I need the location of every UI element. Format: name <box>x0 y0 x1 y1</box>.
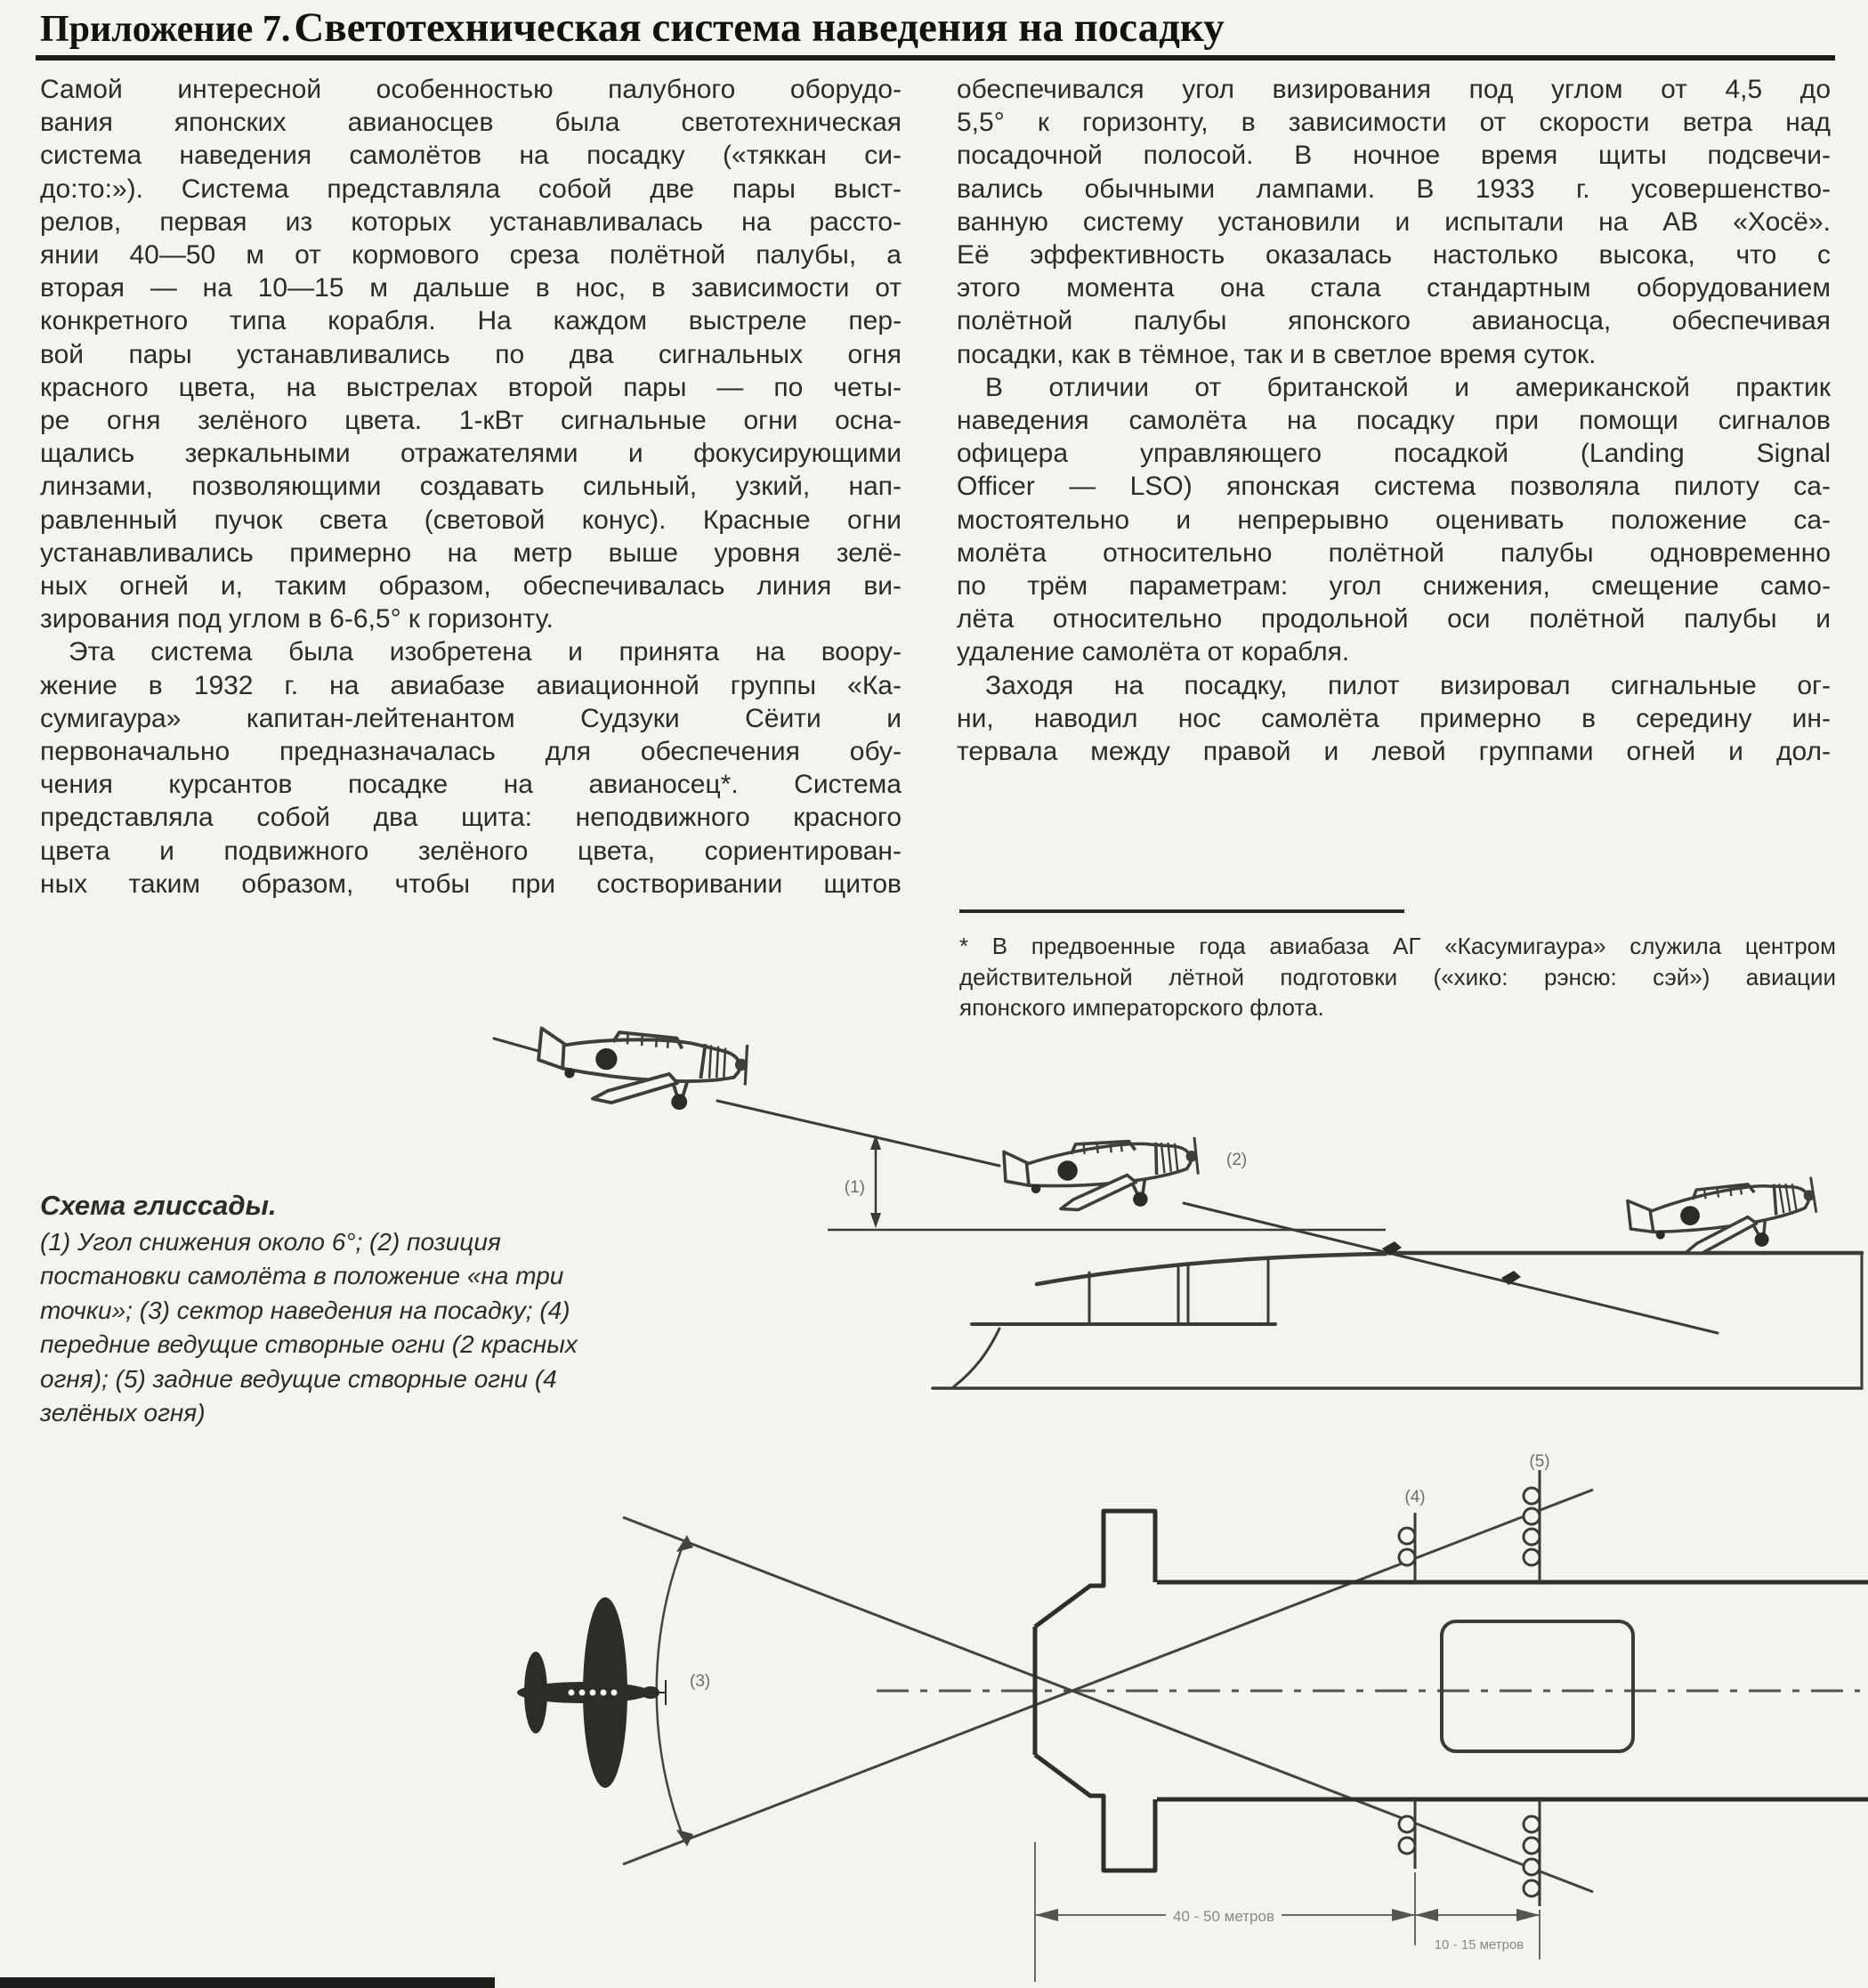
text-line: действительной лётной подготовки («хико: рэнсю: сэй») авиации <box>959 963 1836 990</box>
airplane-top-view-silhouette <box>517 1597 666 1788</box>
text-line: цвета и подвижного зелёного цвета, сориентирован- <box>40 836 902 866</box>
text-line: офицера управляющего посадкой (Landing Signal <box>957 439 1831 469</box>
text-line: В отличии от британской и американской практик <box>985 372 1831 402</box>
text-line: сумигаура» капитан-лейтенантом Судзуки Сёити и <box>40 703 902 733</box>
text-line: представляла собой два щита: неподвижного красного <box>40 803 902 833</box>
text-line: вторая — на 10—15 м дальше в нос, в зависимости от <box>40 273 902 303</box>
text-line: японского императорского флота. <box>959 994 1324 1021</box>
text-line: огня); (5) задние ведущие створные огни (4 <box>40 1364 557 1393</box>
text-line: ных огней и, таким образом, обеспечивалась линия ви- <box>40 571 902 602</box>
dimension-40-50m: 40 - 50 метров <box>1173 1908 1274 1925</box>
page-title <box>40 4 1838 52</box>
text-line: тервала между правой и левой группами огней и дол- <box>957 737 1831 767</box>
text-line: вой пары устанавливались по два сигнальных огня <box>40 339 902 369</box>
text-line: ных таким образом, чтобы при состворивании щитов <box>40 869 902 899</box>
text-line: чения курсантов посадке на авианосец*. Система <box>40 770 902 800</box>
text-line: ре огня зелёного цвета. 1-кВт сигнальные огни осна- <box>40 406 902 436</box>
dimension-10-15m: 10 - 15 метров <box>1434 1937 1524 1952</box>
text-line: точки»; (3) сектор наведения на посадку; (4) <box>40 1296 570 1324</box>
text-line: янии 40—50 м от кормового среза полётной палубы, а <box>40 240 902 271</box>
label-1: (1) <box>844 1178 865 1197</box>
text-line: жение в 1932 г. на авиабазе авиационной группы «Ка- <box>40 670 902 700</box>
text-line: постановки самолёта в положение «на три <box>40 1262 564 1289</box>
appendix-title: Светотехническая система наведения на посадку <box>294 4 1225 51</box>
text-line: релов, первая из которых устанавливалась на рассто- <box>40 206 902 237</box>
text-line: наведения самолёта на посадку при помощи сигналов <box>957 406 1831 436</box>
text-line: Самой интересной особенностью палубного оборудо- <box>40 75 902 104</box>
figure-caption-title: Схема глиссады. <box>40 1190 277 1221</box>
airplane-side-approach <box>537 1028 748 1113</box>
text-line: * В предвоенные года авиабаза АГ «Касумигаура» служила центром <box>959 933 1836 959</box>
title-underline <box>36 55 1835 61</box>
deck-elevator <box>1442 1621 1633 1751</box>
deck-signal-lights <box>1382 1241 1521 1285</box>
label-2: (2) <box>1226 1151 1248 1169</box>
label-4: (4) <box>1404 1488 1426 1507</box>
text-line: щались зеркальными отражателями и фокусирующими <box>40 439 902 469</box>
text-line: Заходя на посадку, пилот визировал сигнальные ог- <box>985 670 1831 700</box>
text-line: Officer — LSO) японская система позволяла пилоту са- <box>957 472 1831 502</box>
text-line: до:то:»). Система представляла собой две пары выст- <box>40 174 902 204</box>
text-line: мостоятельно и непрерывно оценивать положение са- <box>957 505 1831 535</box>
label-3: (3) <box>690 1672 711 1691</box>
text-line: этого момента она стала стандартным оборудованием <box>957 273 1831 303</box>
airplane-side-three-point <box>1002 1132 1201 1220</box>
text-line: обеспечивался угол визирования под углом от 4,5 до <box>957 75 1831 104</box>
text-line: вания японских авианосцев была светотехническая <box>40 108 902 138</box>
text-line: вались обычными лампами. В 1933 г. усовершенство- <box>957 174 1831 204</box>
paragraph <box>40 73 902 635</box>
text-line: по трём параметрам: угол снижения, смещение само- <box>957 571 1831 602</box>
text-line: зелёных огня) <box>40 1399 206 1426</box>
text-line: посадки, как в тёмное, так и в светлое время суток. <box>957 339 1597 369</box>
text-line: (1) Угол снижения около 6°; (2) позиция <box>40 1227 501 1256</box>
text-line: посадочной полосой. В ночное время щиты подсвечи- <box>957 141 1831 171</box>
glide-slope-side-view-diagram <box>481 1001 1868 1455</box>
text-line: конкретного типа корабля. На каждом выстреле пер- <box>40 306 902 336</box>
text-line: передние ведущие створные огни (2 красных <box>40 1330 578 1358</box>
descent-angle-arrow <box>870 1135 881 1228</box>
text-line: первоначально предназначалась для обеспечения обу- <box>40 737 902 767</box>
text-line: красного цвета, на выстрелах второй пары — по четы- <box>40 372 902 402</box>
label-5: (5) <box>1529 1452 1550 1471</box>
text-line: Эта система была изобретена и принята на воору- <box>69 637 902 667</box>
text-line: ни, наводил нос самолёта примерно в середину ин- <box>957 703 1831 733</box>
text-line: лёта относительно продольной оси полётной палубы и <box>957 604 1831 634</box>
paragraph <box>957 371 1831 669</box>
paragraph <box>957 73 1831 371</box>
text-line: зирования под углом в 6-6,5° к горизонту. <box>40 604 554 634</box>
appendix-number: Приложение 7. <box>40 9 291 50</box>
text-column-left <box>40 73 902 901</box>
text-line: система наведения самолётов на посадку («тяккан си- <box>40 141 902 171</box>
text-line: равленный пучок света (световой конус). Красные огни <box>40 505 902 535</box>
paragraph <box>957 669 1831 769</box>
carrier-stern-side-view <box>933 1253 1862 1388</box>
text-line: устанавливались примерно на метр выше уровня зелё- <box>40 537 902 568</box>
dimension-lines <box>1035 1842 1540 1982</box>
footnote-divider <box>959 909 1404 913</box>
text-line: полётной палубы японского авианосца, обеспечивая <box>957 306 1831 336</box>
text-line: ванную систему установили и испытали на АВ «Хосё». <box>957 206 1831 237</box>
page-edge-artifact <box>0 1977 495 1988</box>
text-column-right <box>957 73 1831 768</box>
text-line: молёта относительно полётной палубы одновременно <box>957 537 1831 568</box>
paragraph <box>40 635 902 901</box>
text-line: удаление самолёта от корабля. <box>957 637 1350 667</box>
text-line: 5,5° к горизонту, в зависимости от скорости ветра над <box>957 108 1831 138</box>
aft-range-lights <box>1524 1470 1540 1906</box>
text-line: линзами, позволяющими создавать сильный, узкий, нап- <box>40 472 902 502</box>
text-line: Её эффективность оказалась настолько высока, что с <box>957 240 1831 271</box>
sector-arc <box>657 1535 693 1847</box>
deck-top-view-diagram <box>383 1451 1868 1984</box>
